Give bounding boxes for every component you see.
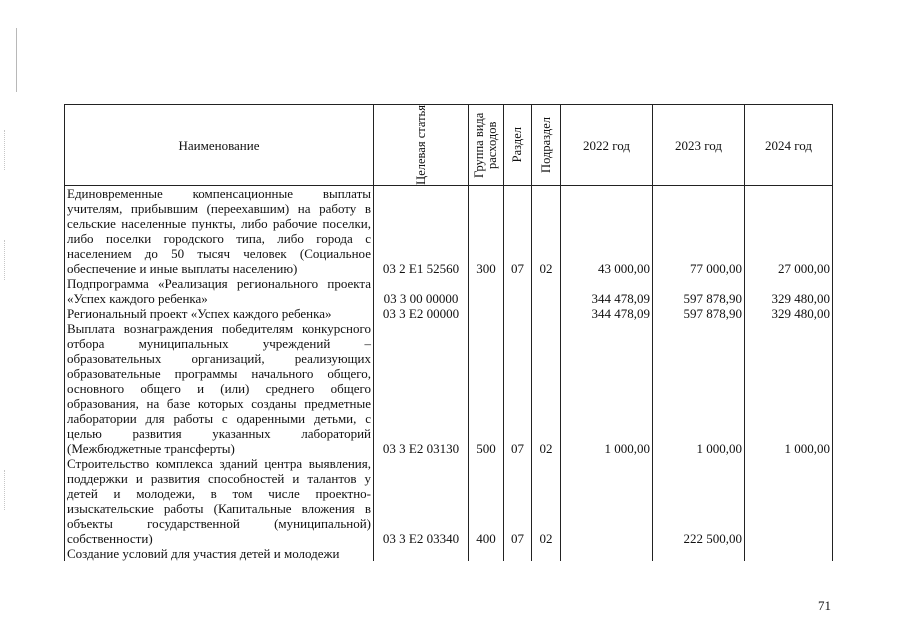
row-2023 xyxy=(653,546,745,561)
row-2023: 597 878,90 xyxy=(653,306,745,321)
row-code xyxy=(374,546,469,561)
header-name: Наименование xyxy=(65,105,374,186)
header-2022: 2022 год xyxy=(561,105,653,186)
scan-artifact xyxy=(4,130,6,170)
row-group xyxy=(469,276,504,306)
table-row xyxy=(65,276,833,306)
row-subsection: 02 xyxy=(532,321,561,456)
row-2024 xyxy=(745,456,833,546)
budget-table xyxy=(64,104,833,561)
row-2023: 1 000,00 xyxy=(653,321,745,456)
page-number: 71 xyxy=(818,598,831,613)
table-header-row xyxy=(65,105,833,186)
row-section: 07 xyxy=(504,321,532,456)
header-target-article: Целевая статья xyxy=(374,105,469,186)
row-subsection xyxy=(532,306,561,321)
row-code: 03 3 Е2 03130 xyxy=(374,321,469,456)
row-2023: 222 500,00 xyxy=(653,456,745,546)
row-code: 03 3 Е2 03340 xyxy=(374,456,469,546)
row-group: 300 xyxy=(469,186,504,277)
table-row xyxy=(65,321,833,456)
header-2024: 2024 год xyxy=(745,105,833,186)
table-row xyxy=(65,456,833,546)
row-2024: 27 000,00 xyxy=(745,186,833,277)
row-2024: 329 480,00 xyxy=(745,306,833,321)
row-2022 xyxy=(561,546,653,561)
row-2022: 1 000,00 xyxy=(561,321,653,456)
row-name: Выплата вознаграждения победителям конкурсного отбора муниципальных учреждений – образовательных организаций, реализующих образовательные программы начального общего, основного общего и (или) среднего общего образования, на базе которых созданы предметные лаборатории для работы с одаренными детьми, с целью развития указанных лабораторий (Межбюджетные трансферты) xyxy=(65,321,374,456)
row-2024: 329 480,00 xyxy=(745,276,833,306)
row-group xyxy=(469,546,504,561)
row-group xyxy=(469,306,504,321)
row-name: Создание условий для участия детей и молодежи xyxy=(65,546,374,561)
row-2022: 43 000,00 xyxy=(561,186,653,277)
header-section: Раздел xyxy=(504,105,532,186)
scan-artifact xyxy=(4,470,6,510)
row-name: Региональный проект «Успех каждого ребенка» xyxy=(65,306,374,321)
row-section xyxy=(504,546,532,561)
table-row xyxy=(65,186,833,277)
row-code: 03 2 Е1 52560 xyxy=(374,186,469,277)
row-name: Строительство комплекса зданий центра выявления, поддержки и развития способностей и талантов у детей и молодежи, в том числе проектно-изыскательские работы (Капитальные вложения в объекты государственной (муниципальной) собственности) xyxy=(65,456,374,546)
row-name: Подпрограмма «Реализация регионального проекта «Успех каждого ребенка» xyxy=(65,276,374,306)
row-code: 03 3 00 00000 xyxy=(374,276,469,306)
row-2023: 77 000,00 xyxy=(653,186,745,277)
scan-artifact xyxy=(4,240,6,280)
row-subsection: 02 xyxy=(532,186,561,277)
row-section: 07 xyxy=(504,186,532,277)
row-name: Единовременные компенсационные выплаты учителям, прибывшим (переехавшим) на работу в сельские населенные пункты, либо рабочие поселки, либо поселки городского типа, либо города с населением до 50 тысяч человек (Социальное обеспечение и иные выплаты населению) xyxy=(65,186,374,277)
header-2023: 2023 год xyxy=(653,105,745,186)
row-group: 400 xyxy=(469,456,504,546)
row-subsection xyxy=(532,276,561,306)
row-2022: 344 478,09 xyxy=(561,276,653,306)
row-2022: 344 478,09 xyxy=(561,306,653,321)
row-subsection xyxy=(532,546,561,561)
row-2024: 1 000,00 xyxy=(745,321,833,456)
table-row xyxy=(65,546,833,561)
table-row xyxy=(65,306,833,321)
row-section xyxy=(504,306,532,321)
row-subsection: 02 xyxy=(532,456,561,546)
row-code: 03 3 Е2 00000 xyxy=(374,306,469,321)
page-edge-line xyxy=(16,28,17,92)
row-section xyxy=(504,276,532,306)
header-expense-group: Группа вида расходов xyxy=(469,105,504,186)
row-2022 xyxy=(561,456,653,546)
row-2023: 597 878,90 xyxy=(653,276,745,306)
header-subsection: Подраздел xyxy=(532,105,561,186)
row-2024 xyxy=(745,546,833,561)
row-group: 500 xyxy=(469,321,504,456)
row-section: 07 xyxy=(504,456,532,546)
